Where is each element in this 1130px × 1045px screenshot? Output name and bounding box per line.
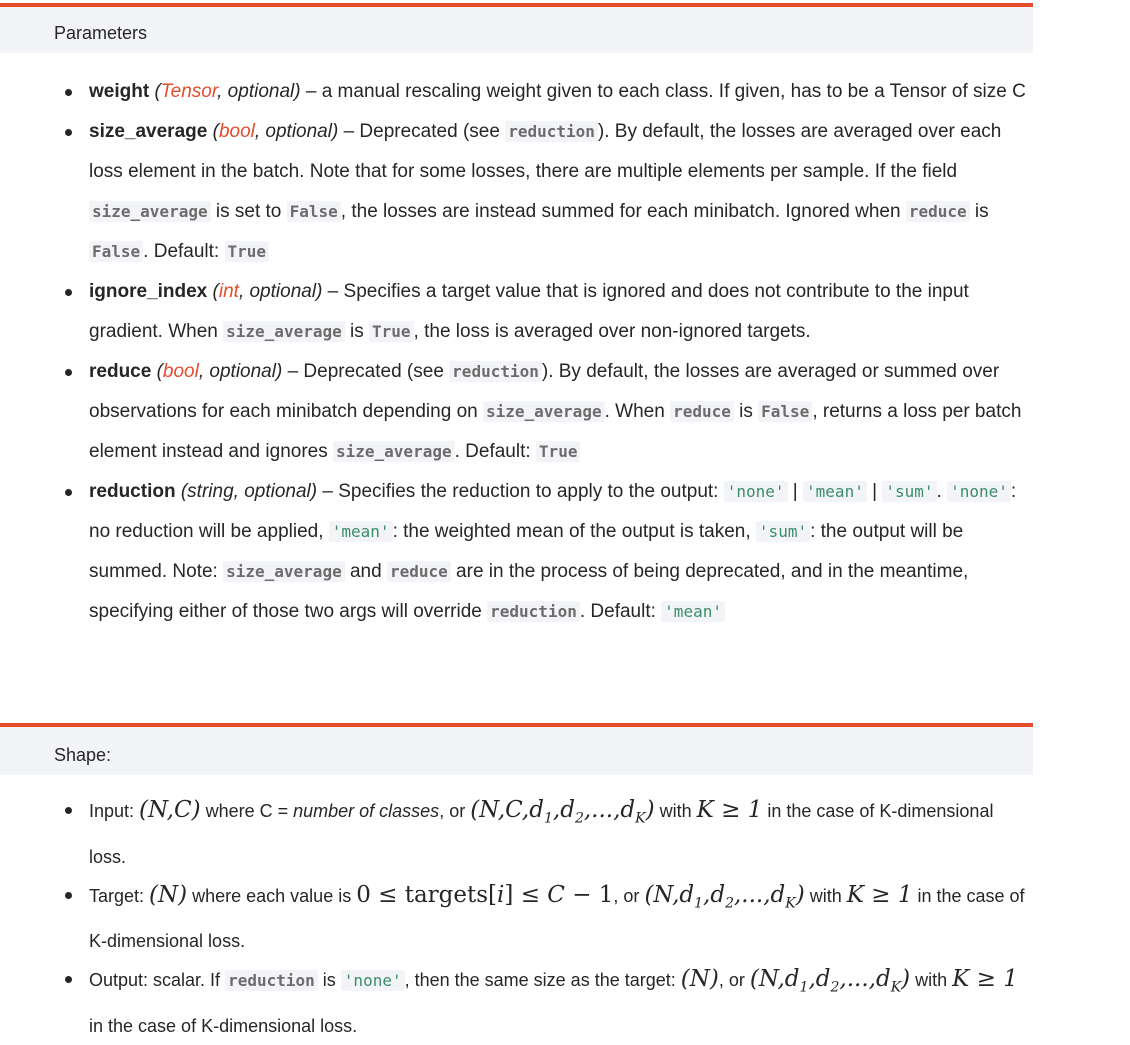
math-expr: (N,C) <box>139 797 201 823</box>
shape-input: Input: (N,C) where C = number of classes, or $(N,C,d_1,d_2,...,d_K)$ with K ≥ 1 in the case of K-dimensional loss. <box>0 791 1033 876</box>
code-mean: 'mean' <box>803 481 867 502</box>
param-type: (bool, optional) <box>156 361 283 382</box>
code-sum: 'sum' <box>882 481 936 502</box>
math-expr: $(N,d_1,d_2,...,d_K)$ <box>749 966 911 996</box>
param-reduce: reduce (bool, optional) – Deprecated (see reduction ). By default, the losses are averaged or summed over observations for each minibatch depending on size_average . When reduce is False , returns a loss per batch element instead and ignores size_average . Default: True <box>0 352 1033 472</box>
code-none: 'none' <box>947 481 1011 502</box>
param-type: (string, optional) <box>180 481 318 502</box>
code-mean: 'mean' <box>329 521 393 542</box>
math-expr: (N) <box>680 966 719 993</box>
math-expr: (N) <box>149 881 188 908</box>
param-desc: – a manual rescaling weight given to each class. If given, has to be a Tensor of size C <box>300 81 1026 102</box>
parameters-heading: Parameters <box>0 3 1033 53</box>
param-name: weight <box>89 81 150 102</box>
param-name: reduction <box>89 481 176 502</box>
type-link-tensor[interactable]: Tensor <box>160 81 218 102</box>
code-size-average: size_average <box>223 321 345 342</box>
code-true: True <box>225 241 270 262</box>
math-expr: $(N,C,d_1,d_2,...,d_K)$ <box>470 797 655 827</box>
code-none: 'none' <box>341 970 405 991</box>
code-false: False <box>89 241 143 262</box>
shape-section <box>0 723 1033 1045</box>
code-size-average: size_average <box>333 441 455 462</box>
param-name: reduce <box>89 361 152 382</box>
code-sum: 'sum' <box>756 521 810 542</box>
shape-heading: Shape: <box>0 723 1033 775</box>
code-reduce: reduce <box>387 561 451 582</box>
param-weight <box>0 72 1033 112</box>
code-reduction: reduction <box>487 601 580 622</box>
code-true: True <box>369 321 414 342</box>
param-ignore-index: ignore_index (int, optional) – Specifies a target value that is ignored and does not contribute to the input gradient. When size_average is True , the loss is averaged over non-ignored targets. <box>0 272 1033 352</box>
code-mean: 'mean' <box>661 601 725 622</box>
code-size-average: size_average <box>89 201 211 222</box>
code-false: False <box>287 201 341 222</box>
parameters-section <box>0 3 1033 632</box>
code-reduce: reduce <box>906 201 970 222</box>
code-size-average: size_average <box>483 401 605 422</box>
param-reduction: reduction (string, optional) – Specifies the reduction to apply to the output: 'none' | 'mean' | 'sum' . 'none' : no reduction will be applied, 'mean' : the weighted mean of the output is taken, 'sum' : the output will be summed. Note: size_average and reduce are in the process of being deprecated, and in the meantime, specifying either of those two args will override reduction . Default: 'mean' <box>0 472 1033 632</box>
param-name: ignore_index <box>89 281 208 302</box>
type-link-bool[interactable]: bool <box>162 361 199 382</box>
param-size-average: size_average (bool, optional) – Deprecated (see reduction ). By default, the losses are averaged over each loss element in the batch. Note that for some losses, there are multiple elements per sample. If the field size_average is set to False , the losses are instead summed for each minibatch. Ignored when reduce is False . Default: True <box>0 112 1033 272</box>
code-reduction: reduction <box>449 361 542 382</box>
shape-list <box>0 791 1033 1045</box>
code-reduce: reduce <box>670 401 734 422</box>
math-expr: K ≥ 1 <box>952 966 1018 993</box>
param-name: size_average <box>89 121 208 142</box>
math-expr: K ≥ 1 <box>846 881 913 908</box>
code-size-average: size_average <box>223 561 345 582</box>
param-type: (int, optional) <box>212 281 323 302</box>
type-link-int[interactable]: int <box>218 281 239 302</box>
code-false: False <box>758 401 812 422</box>
code-reduction: reduction <box>505 121 598 142</box>
param-type: (bool, optional) <box>212 121 339 142</box>
param-type: (Tensor, optional) <box>154 81 301 102</box>
math-expr: 0 ≤ targets[i] ≤ C − 1 <box>356 881 614 908</box>
parameters-list <box>0 72 1033 632</box>
code-true: True <box>536 441 581 462</box>
math-expr: $(N,d_1,d_2,...,d_K)$ <box>644 881 805 912</box>
type-link-bool[interactable]: bool <box>218 121 255 142</box>
shape-target: Target: (N) where each value is 0 ≤ targets[i] ≤ C − 1, or $(N,d_1,d_2,...,d_K)$ with K ≥ 1 in the case of K-dimensional loss. <box>0 876 1033 961</box>
code-none: 'none' <box>724 481 788 502</box>
code-reduction: reduction <box>225 970 318 991</box>
shape-output: Output: scalar. If reduction is 'none' , then the same size as the target: (N), or $(N,d_1,d_2,...,d_K)$ with K ≥ 1 in the case of K-dimensional loss. <box>0 960 1033 1045</box>
math-expr: K ≥ 1 <box>696 797 763 823</box>
